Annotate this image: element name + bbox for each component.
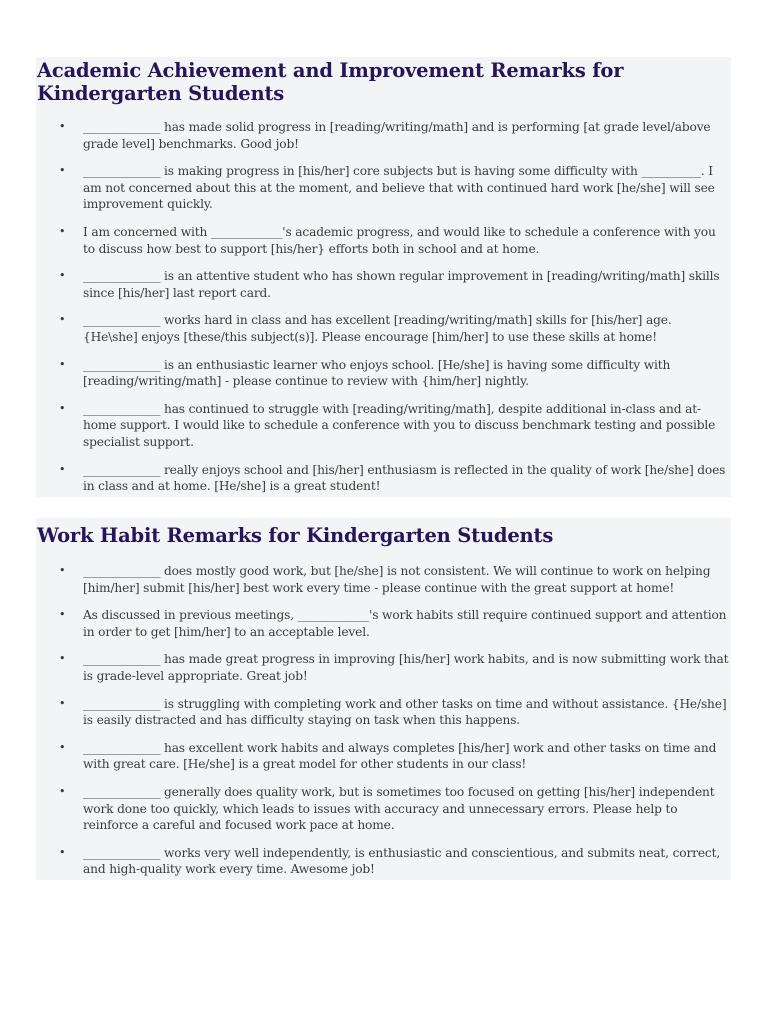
work-habit-section-title: Work Habit Remarks for Kindergarten Students xyxy=(37,524,554,547)
list-item xyxy=(36,163,731,213)
bullet-icon: • xyxy=(59,564,66,577)
remark-text: _____________ is an attentive student who has shown regular improvement in [reading/writing/math] skills since [his/her] last report card. xyxy=(83,269,720,300)
bullet-icon: • xyxy=(59,784,66,798)
bullet-icon: • xyxy=(59,740,66,754)
list-item xyxy=(36,696,731,729)
list-item xyxy=(36,563,731,596)
list-item xyxy=(36,784,731,834)
list-item xyxy=(36,357,731,390)
remark-text: _____________ has continued to struggle with [reading/writing/math], despite additional in-class and at-home support. I would like to schedule a conference with you to discuss benchmark testing and possible specialist support. xyxy=(83,401,716,449)
academic-section-title: Academic Achievement and Improvement Remarks for Kindergarten Students xyxy=(37,59,624,105)
bullet-icon: • xyxy=(59,120,66,133)
bullet-icon: • xyxy=(59,401,66,415)
list-item xyxy=(36,740,731,773)
bullet-icon: • xyxy=(59,269,66,283)
bullet-icon: • xyxy=(59,164,66,178)
remark-text: _____________ generally does quality work, but is sometimes too focused on getting [his/her] independent work done too quickly, which leads to issues with accuracy and unnecessary errors. Please help to reinforce a careful and focused work pace at home. xyxy=(83,784,715,833)
remark-text: _____________ has excellent work habits and always completes [his/her] work and other tasks on time and with great care. [He/she] is a great model for other students in our class! xyxy=(83,740,717,772)
remark-text: _____________ is making progress in [his/her] core subjects but is having some difficulty with __________. I am not concerned about this at the moment, and believe that with continued hard work [he/she] will see improvement quickly. xyxy=(83,164,715,212)
remark-text: As discussed in previous meetings, ____________'s work habits still require continued support and attention in order to get [him/her] to an acceptable level. xyxy=(83,608,727,639)
remark-text: _____________ works very well independently, is enthusiastic and conscientious, and submits neat, correct, and high-quality work every time. Awesome job! xyxy=(83,845,721,877)
list-item xyxy=(36,401,731,451)
list-item xyxy=(36,268,731,301)
bullet-icon: • xyxy=(59,462,66,476)
list-item xyxy=(36,119,731,152)
remark-text: _____________ is an enthusiastic learner who enjoys school. [He/she] is having some difficulty with [reading/writing/math] - please continue to review with {him/her] nightly. xyxy=(83,357,671,389)
academic-section xyxy=(36,57,731,497)
remark-text: _____________ has made great progress in improving [his/her] work habits, and is now submitting work that is grade-level appropriate. Great job! xyxy=(83,652,729,683)
remark-text: _____________ really enjoys school and [his/her] enthusiasm is reflected in the quality of work [he/she] does in class and at home. [He/she] is a great student! xyxy=(83,462,726,494)
list-item xyxy=(36,845,731,878)
bullet-icon: • xyxy=(59,845,66,859)
bullet-icon: • xyxy=(59,357,66,371)
remark-text: _____________ works hard in class and has excellent [reading/writing/math] skills for [his/her] age. {He\she] enjoys [these/this subject(s)]. Please encourage [him/her] to use these skills at home! xyxy=(83,313,672,344)
remark-text: _____________ is struggling with completing work and other tasks on time and without assistance. {He/she] is easily distracted and has difficulty staying on task when this happens. xyxy=(83,696,727,728)
bullet-icon: • xyxy=(59,313,66,327)
list-item xyxy=(36,651,731,684)
remark-text: I am concerned with ____________'s academic progress, and would like to schedule a conference with you to discuss how best to support [his/her} efforts both in school and at home. xyxy=(83,224,716,256)
bullet-icon: • xyxy=(59,224,66,238)
list-item xyxy=(36,312,731,345)
work-habit-remarks-list xyxy=(36,563,731,878)
academic-remarks-list xyxy=(36,119,731,495)
list-item xyxy=(36,607,731,640)
remark-text: _____________ has made solid progress in [reading/writing/math] and is performing [at grade level/above grade level] benchmarks. Good job! xyxy=(83,120,711,151)
work-habit-section xyxy=(36,518,731,880)
bullet-icon: • xyxy=(59,652,66,666)
list-item xyxy=(36,224,731,257)
remark-text: _____________ does mostly good work, but [he/she] is not consistent. We will continue to work on helping [him/her] submit [his/her] best work every time - please continue with the great support at home! xyxy=(83,564,711,595)
list-item xyxy=(36,462,731,495)
bullet-icon: • xyxy=(59,696,66,710)
bullet-icon: • xyxy=(59,608,66,622)
